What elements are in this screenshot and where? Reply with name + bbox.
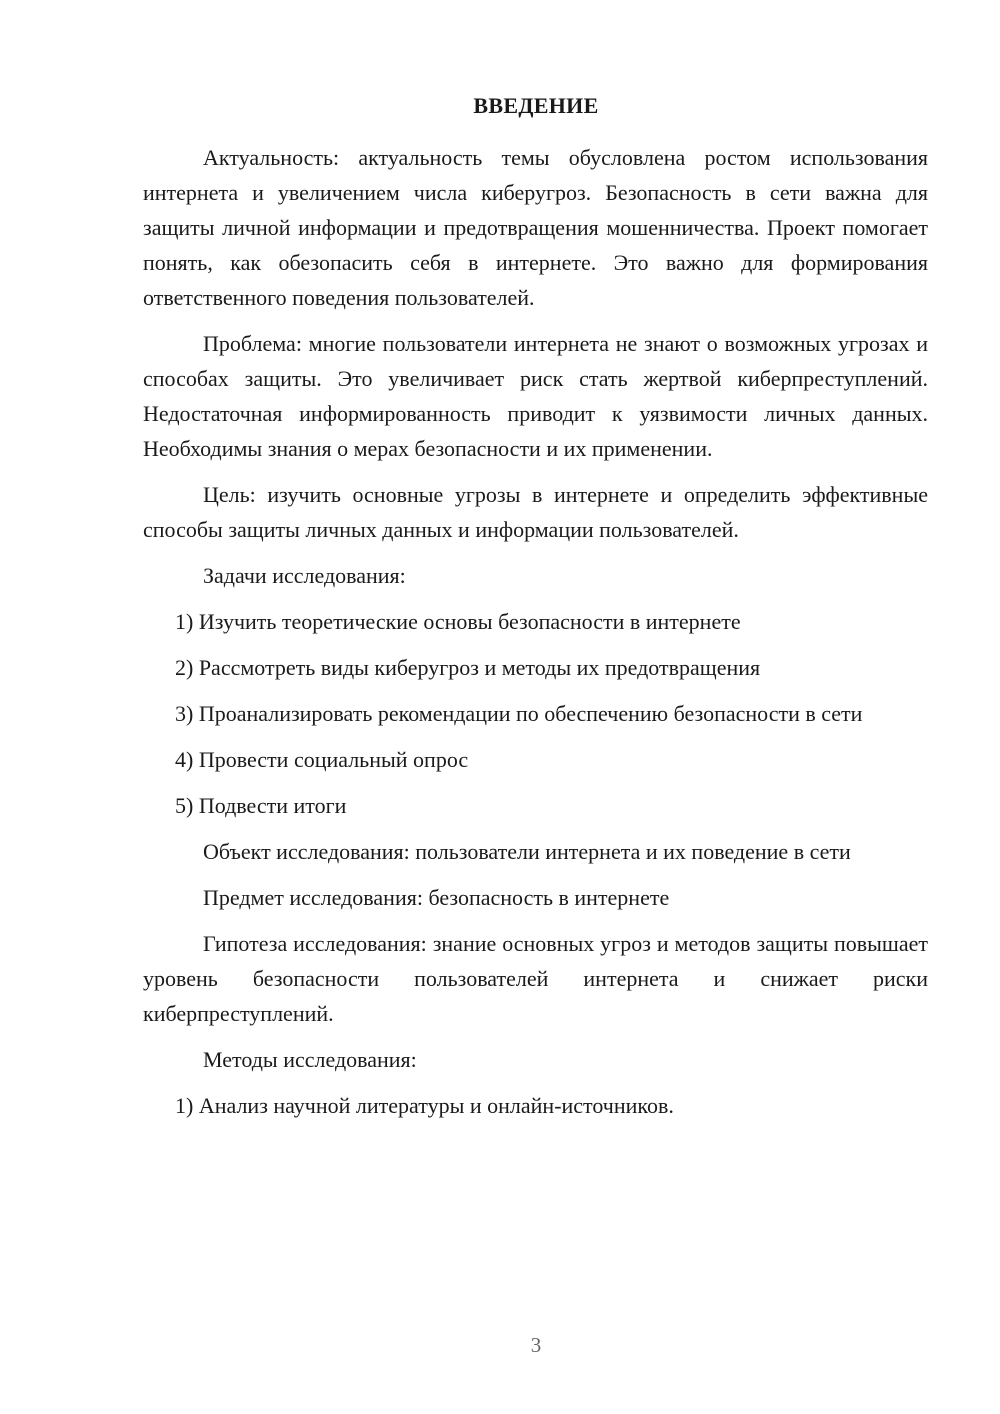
task-item: 4) Провести социальный опрос <box>175 747 469 772</box>
task-item: 1) Изучить теоретические основы безопасности в интернете <box>175 609 741 634</box>
hypothesis-paragraph: Гипотеза исследования: знание основных угроз и методов защиты повышает уровень безопасности пользователей интернета и снижает риски киберпреступлений. <box>143 931 928 1026</box>
tasks-heading: Задачи исследования: <box>203 563 406 588</box>
task-item: 3) Проанализировать рекомендации по обеспечению безопасности в сети <box>175 701 863 726</box>
subject-paragraph: Предмет исследования: безопасность в интернете <box>203 885 670 910</box>
object-paragraph: Объект исследования: пользователи интернета и их поведение в сети <box>203 839 851 864</box>
page-number: 3 <box>530 1333 542 1357</box>
document-body <box>143 140 928 1134</box>
method-item: 1) Анализ научной литературы и онлайн-источников. <box>175 1093 674 1118</box>
methods-heading: Методы исследования: <box>203 1047 417 1072</box>
task-item: 5) Подвести итоги <box>175 793 347 818</box>
task-item: 2) Рассмотреть виды киберугроз и методы их предотвращения <box>175 655 761 680</box>
relevance-paragraph: Актуальность: актуальность темы обусловлена ростом использования интернета и увеличением числа киберугроз. Безопасность в сети важна для защиты личной информации и предотвращения мошенничества. Проект помогает понять, как обезопасить себя в интернете. Это важно для формирования ответственного поведения пользователей. <box>143 145 928 310</box>
goal-paragraph: Цель: изучить основные угрозы в интернете и определить эффективные способы защиты личных данных и информации пользователей. <box>143 482 928 542</box>
section-title: ВВЕДЕНИЕ <box>473 93 599 118</box>
problem-paragraph: Проблема: многие пользователи интернета не знают о возможных угрозах и способах защиты. Это увеличивает риск стать жертвой киберпреступлений. Недостаточная информированность приводит к уязвимости личных данных. Необходимы знания о мерах безопасности и их применении. <box>143 331 928 461</box>
